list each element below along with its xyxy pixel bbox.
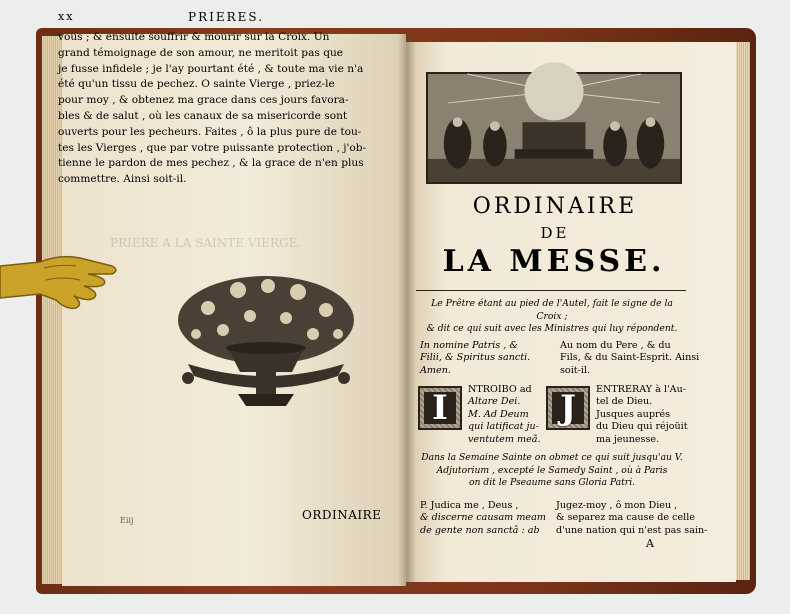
semaine-sainte-rubric	[418, 452, 686, 490]
dropcap-j	[546, 386, 590, 430]
left-running-title: PRIERES.	[188, 10, 265, 24]
text-line: tienne le pardon de mes pechez , & la grace de n'en plus	[58, 157, 364, 170]
latin-line: de gente non sanctâ : ab	[420, 524, 540, 536]
latin-line: & discerne causam meam	[420, 512, 546, 524]
french-line: Fils, & du Saint-Esprit. Ainsi	[560, 352, 700, 364]
text-line: vous ; & ensuite souffrir & mourir sur la Croix. Un	[58, 31, 330, 43]
page-edges-right	[734, 42, 750, 580]
latin-line: In nomine Patris , &	[420, 340, 518, 351]
french-line: Jusques auprés	[596, 408, 671, 420]
left-signature-mark: Eiij	[120, 516, 134, 525]
rubric-line: Dans la Semaine Sainte on obmet ce qui suit jusqu'au V.	[421, 452, 683, 463]
dropcap-letter: I	[424, 392, 456, 424]
latin-line: Amen.	[420, 364, 451, 376]
text-line: commettre. Ainsi soit-il.	[58, 173, 187, 186]
text-line: je fusse infidele ; je l'ay pourtant été , & toute ma vie n'a	[58, 62, 364, 75]
right-signature-mark: A	[646, 537, 654, 550]
latin-introibo	[468, 384, 541, 446]
title-rule	[416, 290, 686, 291]
title-la-messe: LA MESSE.	[442, 244, 666, 279]
latin-line: M. Ad Deum	[468, 408, 529, 420]
left-prayer-text	[58, 30, 367, 188]
opening-rubric	[418, 298, 686, 336]
french-line: & separez ma cause de celle	[556, 512, 695, 524]
dropcap-letter: J	[552, 392, 584, 424]
french-line: soit-il.	[560, 364, 591, 376]
french-invocation	[560, 340, 699, 377]
rubric-line: Adjutorium , excepté le Samedy Saint , où à Paris	[436, 464, 668, 476]
engraved-headpiece	[426, 72, 682, 184]
left-running-head	[58, 10, 328, 28]
french-line: ENTRERAY à l'Au-	[596, 384, 686, 395]
gutter-shadow	[398, 34, 416, 586]
french-line: Jugez-moy , ô mon Dieu ,	[556, 500, 678, 511]
text-line: bles & de salut , où les canaux de sa misericorde sont	[58, 109, 348, 122]
text-line: été qu'un tissu de pechez. O sainte Vierge , priez-le	[58, 78, 335, 91]
text-line: grand témoignage de son amour, ne meritoit pas que	[58, 46, 344, 59]
text-line: ouverts pour les pecheurs. Faites , ô la plus pure de tou-	[58, 125, 362, 138]
bleed-through-text: PRIERE A LA SAINTE VIERGE.	[110, 236, 302, 250]
french-line: tel de Dieu.	[596, 396, 653, 408]
french-line: du Dieu qui réjoüit	[596, 421, 688, 433]
latin-line: NTROIBO ad	[468, 384, 532, 395]
catchword: ORDINAIRE	[302, 508, 382, 522]
rubric-line: on dit le Pseaume sans Gloria Patri.	[468, 477, 636, 488]
title-de: DE	[540, 224, 570, 242]
floral-vignette	[168, 268, 364, 418]
latin-line: Altare Dei.	[468, 396, 521, 408]
rubric-line: Le Prêtre étant au pied de l'Autel, fait le signe de la Croix ;	[431, 298, 673, 322]
french-entreray	[596, 384, 688, 446]
latin-judica	[420, 500, 546, 537]
french-line: ma jeunesse.	[596, 433, 660, 445]
latin-line: qui latificat ju-	[468, 421, 539, 433]
title-ordinaire: ORDINAIRE	[472, 194, 638, 219]
latin-line: Filii, & Spiritus sancti.	[420, 352, 531, 364]
latin-line: ventutem meã.	[468, 433, 541, 445]
text-line: pour moy , & obtenez ma grace dans ces jours favora-	[58, 94, 349, 107]
left-page-number: xx	[58, 10, 75, 23]
dropcap-i	[418, 386, 462, 430]
latin-invocation	[420, 340, 530, 377]
rubric-line: & dit ce qui suit avec les Ministres qui luy répondent.	[426, 323, 678, 334]
latin-line: P. Judica me , Deus ,	[420, 500, 519, 511]
text-line: tes les Vierges , que par votre puissante protection , j'ob-	[58, 141, 367, 154]
french-line: d'une nation qui n'est pas sain-	[556, 524, 708, 536]
french-jugez	[556, 500, 707, 537]
french-line: Au nom du Pere , & du	[560, 340, 671, 351]
brass-hand-clip	[0, 248, 120, 318]
